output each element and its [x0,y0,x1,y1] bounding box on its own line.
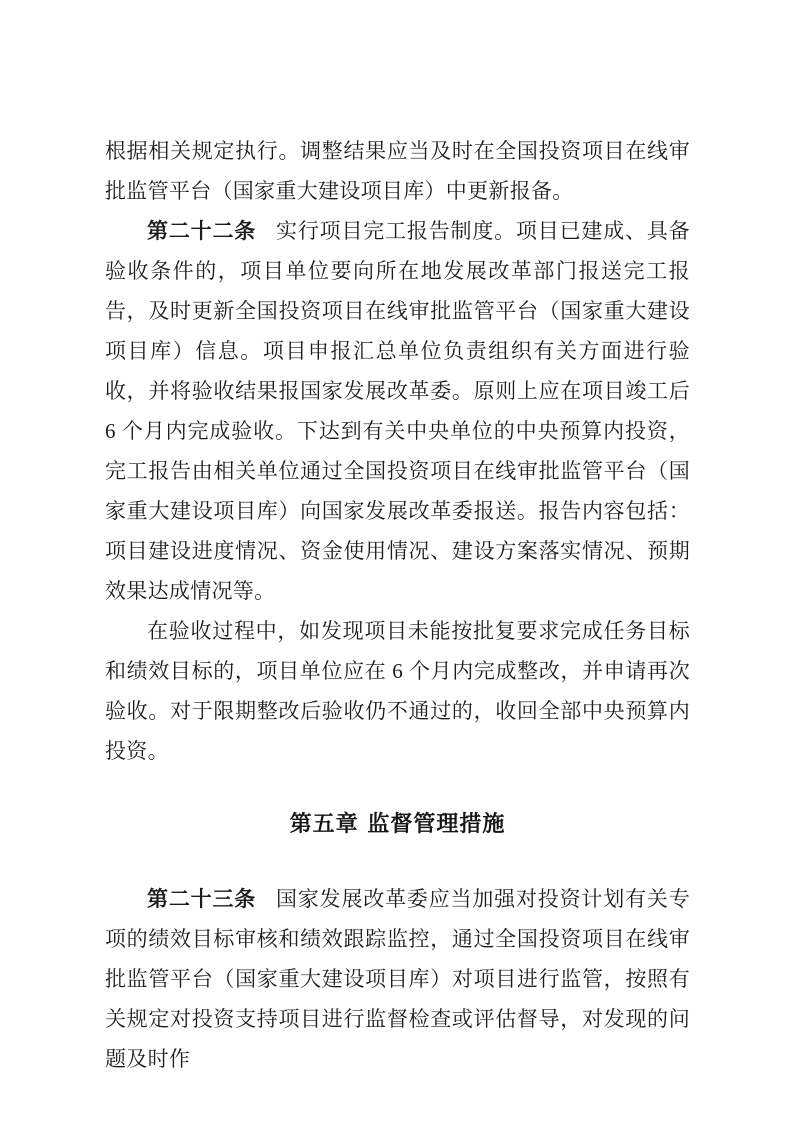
chapter-heading: 第五章 监督管理措施 [289,812,506,837]
article-22-number: 第二十二条 [147,219,257,243]
article-23-number: 第二十三条 [147,887,257,911]
paragraph-acceptance-rectification: 在验收过程中，如发现项目未能按批复要求完成任务目标和绩效目标的，项目单位应在 6 个月内完成整改，并申请再次验收。对于限期整改后验收仍不通过的，收回全部中央预算内投资。 [105,619,690,763]
paragraph-article-23 [105,879,690,1079]
article-22-text: 实行项目完工报告制度。项目已建成、具备验收条件的，项目单位要向所在地发展改革部门报送完工报告，及时更新全国投资项目在线审批监管平台（国家重大建设项目库）信息。项目申报汇总单位负责组织有关方面进行验收，并将验收结果报国家发展改革委。原则上应在项目竣工后 6 个月内完成验收。下达到有关中央单位的中央预算内投资，完工报告由相关单位通过全国投资项目在线审批监管平台（国家重大建设项目库）向国家发展改革委报送。报告内容包括：项目建设进度情况、资金使用情况、建设方案落实情况、预期效果达成情况等。 [105,219,690,603]
paragraph-article-22 [105,211,690,611]
article-23-text: 国家发展改革委应当加强对投资计划有关专项的绩效目标审核和绩效跟踪监控，通过全国投资项目在线审批监管平台（国家重大建设项目库）对项目进行监管，按照有关规定对投资支持项目进行监督检查或评估督导，对发现的问题及时作 [105,887,690,1071]
paragraph-continuation: 根据相关规定执行。调整结果应当及时在全国投资项目在线审批监管平台（国家重大建设项目库）中更新报备。 [105,139,690,203]
